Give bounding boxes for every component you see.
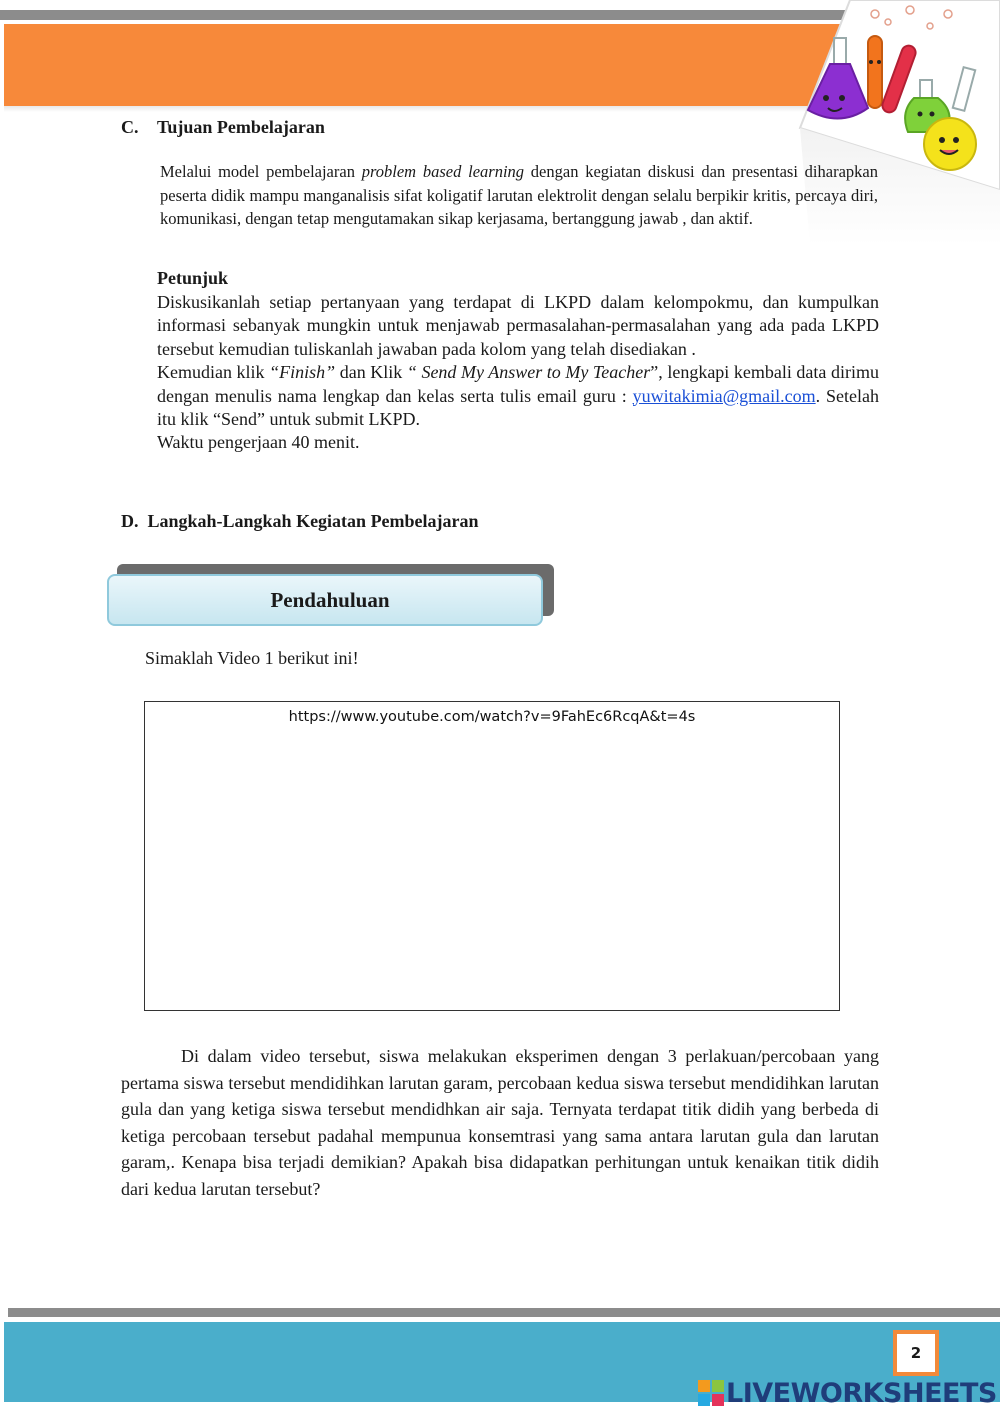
liveworksheets-logo-icon: [698, 1380, 724, 1406]
body-text: Di dalam video tersebut, siswa melakukan eksperimen dengan 3 perlakuan/percobaan yang pertama siswa tersebut mendidihkan larutan garam, percobaan kedua siswa tersebut mendidihkan larutan gula dan yang ketiga siswa tersebut mendidhkan air saja. Ternyata terdapat titik didih yang berbeda di ketiga percobaan tersebut padahal mempunua konsemtrasi yang sama antara larutan gula dan larutan garam,. Kenapa bisa terjadi demikian? Apakah bisa didapatkan perhitungan untuk kenaikan titik didih dari kedua larutan tersebut?: [121, 1046, 879, 1199]
send-my-answer-label: “ Send My Answer to My Teacher: [406, 362, 651, 383]
petunjuk-line-3: Waktu pengerjaan 40 menit.: [157, 432, 360, 453]
section-d-heading: [121, 511, 479, 532]
liveworksheets-brand: LIVEWORKSHEETS: [726, 1377, 997, 1409]
petunjuk-title: Petunjuk: [157, 268, 229, 288]
section-d-title: Langkah-Langkah Kegiatan Pembelajaran: [147, 511, 479, 531]
pendahuluan-label: Pendahuluan: [270, 587, 390, 612]
video-url[interactable]: https://www.youtube.com/watch?v=9FahEc6RcqA&t=4s: [288, 709, 696, 725]
petunjuk-line-2b: dan Klik: [335, 362, 407, 383]
tujuan-text-pre: Melalui model pembelajaran: [160, 162, 362, 181]
section-c-heading: [121, 117, 325, 138]
footer-gray-stripe: [8, 1308, 1000, 1317]
video-embed-box[interactable]: [144, 701, 840, 1011]
petunjuk-line-2a: Kemudian klik: [157, 362, 270, 383]
section-d-number: D.: [121, 511, 139, 531]
petunjuk-text: [157, 291, 879, 455]
page-number-box: [893, 1330, 939, 1376]
petunjuk-line-1: Diskusikanlah setiap pertanyaan yang terdapat di LKPD dalam kelompokmu, dan kumpulkan informasi sebanyak mungkin untuk menjawab permasalahan-permasalahan yang ada pada LKPD tersebut kemudian tuliskanlah jawaban pada kolom yang telah disediakan .: [157, 292, 879, 359]
finish-label: “Finish”: [269, 362, 336, 383]
liveworksheets-logo: [698, 1376, 997, 1410]
petunjuk-line-2c: ”, lengkapi kembali data dirimu dengan menulis nama lengkap dan kelas serta tulis email guru :: [157, 362, 879, 406]
tujuan-pembelajaran-text: [160, 160, 878, 231]
petunjuk-line-2d: . Setelah itu klik “Send” untuk submit LKPD.: [157, 385, 880, 430]
petunjuk-line-2: [157, 361, 879, 431]
tujuan-text-post: dengan kegiatan diskusi dan presentasi diharapkan peserta didik mampu manganalisis sifat koligatif larutan elektrolit dengan selalu berpikir kritis, percaya diri, komunikasi, dengan tetap mengutamakan sikap kerjasama, bertanggung jawab , dan aktif.: [160, 162, 878, 228]
pendahuluan-banner: [107, 574, 543, 626]
section-c-title: Tujuan Pembelajaran: [157, 117, 325, 137]
page-number: 2: [910, 1344, 922, 1362]
tujuan-text-italic: problem based learning: [361, 162, 525, 181]
section-c-number: C.: [121, 117, 139, 137]
teacher-email-link[interactable]: yuwitakimia@gmail.com: [632, 385, 816, 406]
video-instruction: Simaklah Video 1 berikut ini!: [145, 648, 359, 668]
body-paragraph: [121, 1043, 879, 1203]
